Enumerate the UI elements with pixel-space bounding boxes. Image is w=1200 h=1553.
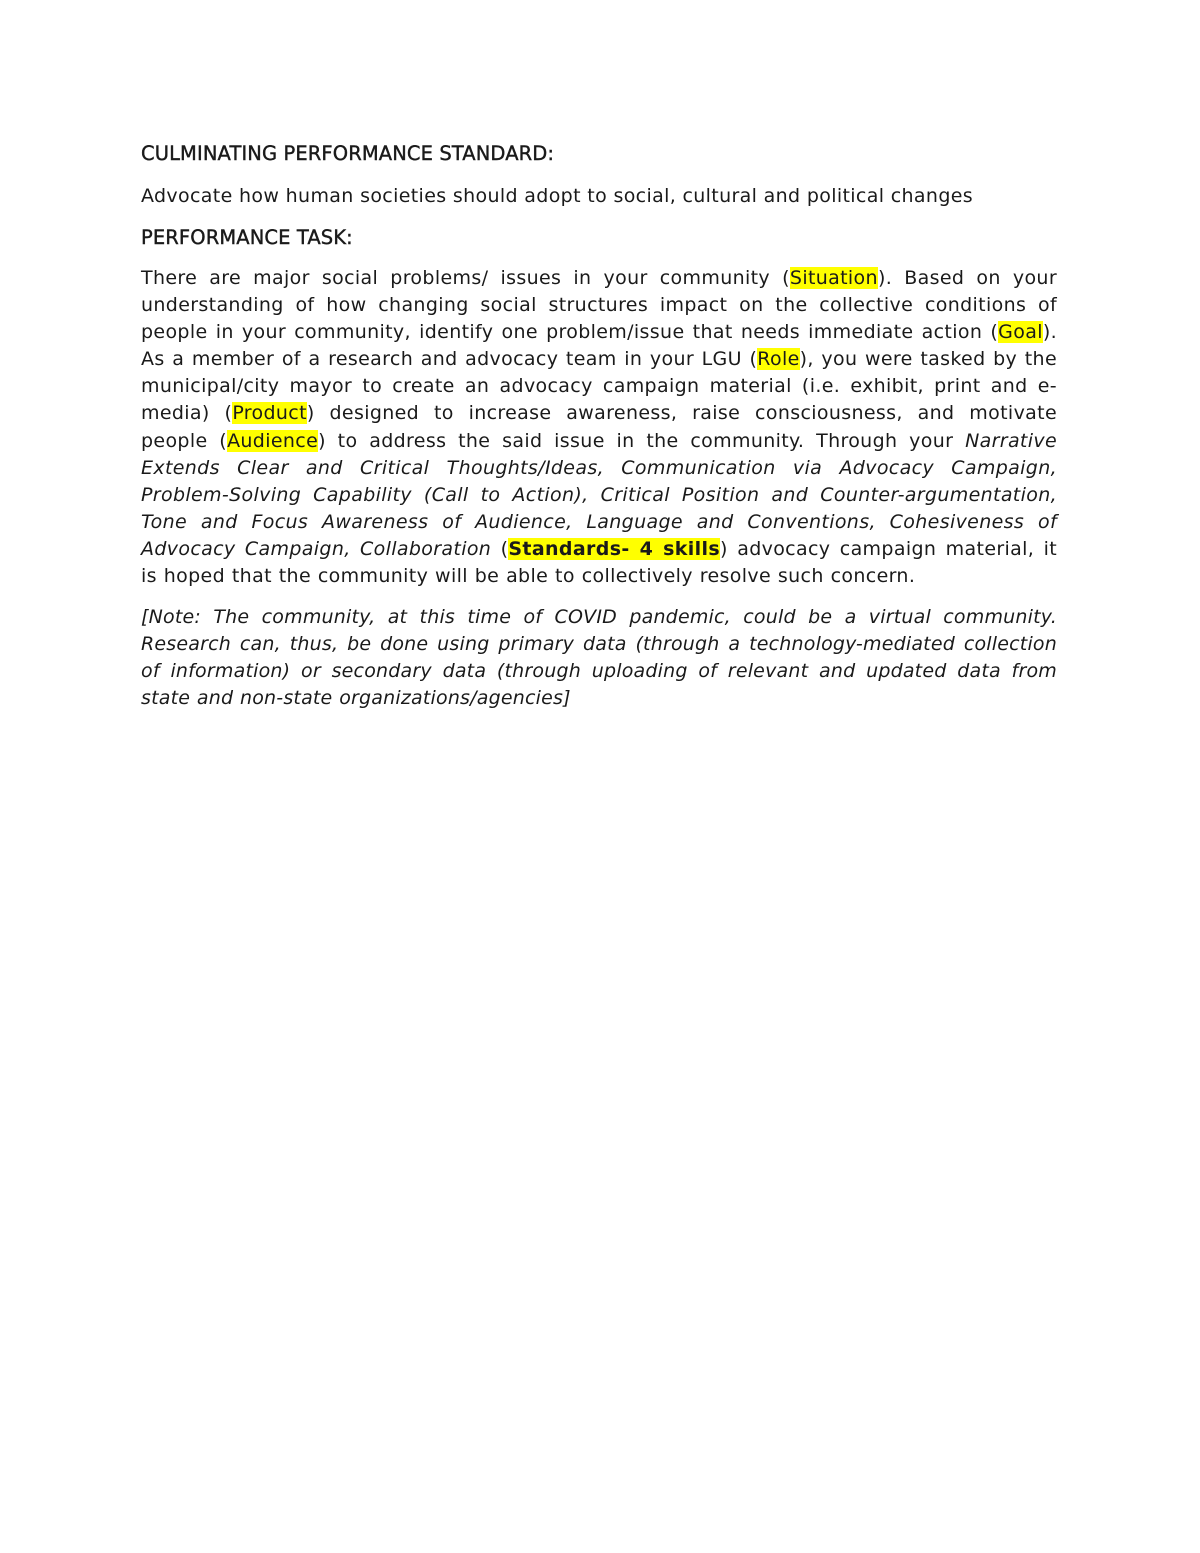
note-paragraph: [Note: The community, at this time of COVID pandemic, could be a virtual community. Research can, thus, be done using primary data (through a technology-mediated collection of information) or secondary data (through uploading of relevant and updated data from state and non-state organizations/agencies] [141,606,1057,710]
task-text-2: ). Based on your understanding of how changing social structures impact on the collective conditions of people in your community, identify one problem/issue that needs immediate action ( [141,267,1057,344]
task-text-4: ), you were tasked by the municipal/city mayor to create an advocacy campaign material (i.e. exhibit, print and e-media) ( [141,348,1057,425]
task-paragraph [141,265,1057,590]
task-text-1: There are major social problems/ issues in your community ( [141,267,790,289]
highlight-goal: Goal [998,321,1043,344]
task-text-6: ) to address the said issue in the community. Through your [318,429,966,452]
task-heading: PERFORMANCE TASK: [141,226,353,249]
standard-text: Advocate how human societies should adopt to social, cultural and political changes [141,185,974,207]
skills-list: Narrative Extends Clear and Critical Thoughts/Ideas, Communication via Advocacy Campaign, Problem-Solving Capability (Call to Action), Critical Position and Counter-argumentation, Tone and Focus Awareness of Audience, Language and Conventions, Cohesiveness of Advocacy Campaign, Collaboration [141,429,1057,560]
standard-heading: CULMINATING PERFORMANCE STANDARD: [141,142,555,165]
highlight-audience: Audience [227,429,319,452]
document-page [141,140,1057,713]
highlight-standards: Standards- 4 skills [508,537,721,560]
task-text-8: ) advocacy campaign material, it is hoped that the community will be able to collectively resolve such concern. [141,537,1057,588]
highlight-product: Product [232,402,307,425]
task-text-7: ( [491,537,509,560]
task-text-5: ) designed to increase awareness, raise consciousness, and motivate people ( [141,402,1057,452]
highlight-situation: Situation [789,267,878,289]
highlight-role: Role [757,348,800,371]
task-text-3: ). As a member of a research and advocacy team in your LGU ( [141,321,1057,371]
